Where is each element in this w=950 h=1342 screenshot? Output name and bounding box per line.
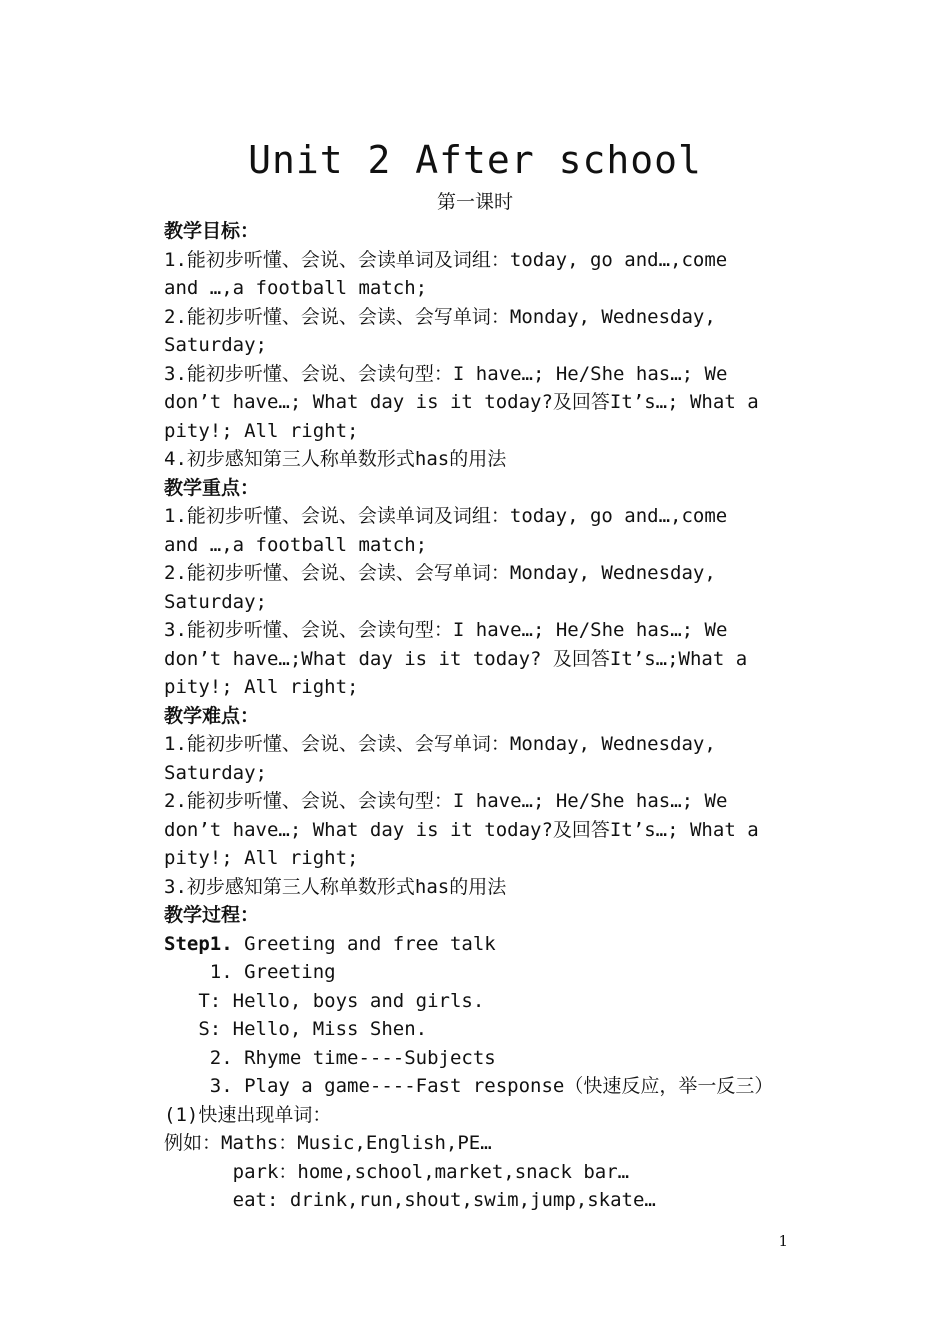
- text-line: 1.能初步听懂、会说、会读、会写单词：Monday, Wednesday,: [164, 733, 716, 755]
- step-line: [164, 930, 794, 959]
- text-line: (1)快速出现单词：: [164, 1103, 332, 1126]
- text-line: eat: drink,run,shout,swim,jump,skate…: [164, 1189, 656, 1211]
- text-line: Saturday;: [164, 334, 267, 356]
- text-line: 2.能初步听懂、会说、会读、会写单词：Monday, Wednesday,: [164, 562, 716, 584]
- text-line: don’t have…;What day is it today? 及回答It’s…;What a: [164, 647, 748, 670]
- text-line: Saturday;: [164, 761, 267, 784]
- text-line: don’t have…; What day is it today?及回答It’s…; What a: [164, 391, 759, 413]
- step-label: Step1.: [164, 932, 233, 955]
- lesson-subtitle: 第一课时: [436, 191, 513, 213]
- text-line: pity!; All right;: [164, 419, 359, 442]
- text-line: 3.能初步听懂、会说、会读句型：I have…; He/She has…; We: [164, 619, 728, 641]
- text-line: 例如：Maths：Music,English,PE…: [164, 1132, 492, 1154]
- text-line: pity!; All right;: [164, 847, 359, 869]
- text-line: 1. Greeting: [164, 961, 336, 983]
- text-line: 2. Rhyme time----Subjects: [164, 1046, 496, 1069]
- text-line: 3. Play a game----Fast response（快速反应，举一反三）: [164, 1075, 774, 1097]
- text-line: don’t have…; What day is it today?及回答It’s…; What a: [164, 818, 759, 841]
- text-line: and …,a football match;: [164, 533, 428, 556]
- text-line: and …,a football match;: [164, 277, 428, 299]
- text-line: T: Hello, boys and girls.: [164, 989, 485, 1012]
- text-line: park：home,school,market,snack bar…: [164, 1160, 630, 1183]
- text-line: 4.初步感知第三人称单数形式has的用法: [164, 448, 507, 470]
- text-line: 3.初步感知第三人称单数形式has的用法: [164, 875, 507, 898]
- text-line: 3.能初步听懂、会说、会读句型：I have…; He/She has…; We: [164, 362, 728, 385]
- page-number: 1: [778, 1232, 788, 1250]
- text-line: 1.能初步听懂、会说、会读单词及词组：today, go and…,come: [164, 505, 728, 527]
- section-heading-procedure: 教学过程：: [164, 904, 260, 926]
- text-line: 1.能初步听懂、会说、会读单词及词组：today, go and…,come: [164, 248, 728, 271]
- text-line: S: Hello, Miss Shen.: [164, 1018, 428, 1040]
- section-heading-difficulties: 教学难点：: [164, 704, 260, 727]
- page-title: Unit 2 After school: [248, 138, 702, 182]
- text-line: 2.能初步听懂、会说、会读句型：I have…; He/She has…; We: [164, 790, 728, 812]
- document-body: [164, 217, 794, 1215]
- step-title: Greeting and free talk: [232, 932, 496, 955]
- section-heading-key-points: 教学重点：: [164, 476, 260, 499]
- section-heading-objectives: 教学目标：: [164, 220, 260, 242]
- text-line: 2.能初步听懂、会说、会读、会写单词：Monday, Wednesday,: [164, 305, 716, 328]
- text-line: Saturday;: [164, 590, 267, 613]
- text-line: pity!; All right;: [164, 676, 359, 698]
